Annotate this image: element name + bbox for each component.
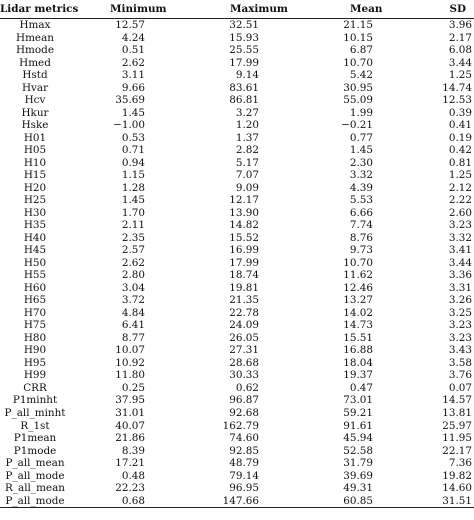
- mean-cell: 19.37: [343, 369, 373, 382]
- table-row: [0, 420, 474, 433]
- sd-cell: 3.44: [448, 256, 472, 269]
- mean-cell: 59.21: [343, 406, 373, 419]
- sd-cell: 3.23: [448, 331, 472, 344]
- mean-cell: 91.61: [343, 419, 373, 432]
- sd-cell: 3.58: [448, 356, 472, 369]
- sd-cell: 3.41: [448, 244, 472, 257]
- maximum-cell: 0.62: [235, 381, 259, 394]
- mean-cell: 6.66: [349, 206, 373, 219]
- table-row: [0, 19, 474, 32]
- mean-cell: 10.15: [343, 31, 373, 44]
- maximum-cell: 27.31: [229, 344, 259, 357]
- mean-cell: 39.69: [343, 469, 373, 482]
- sd-cell: 25.97: [442, 419, 472, 432]
- sd-cell: 0.19: [448, 131, 472, 144]
- table-row: [0, 369, 474, 382]
- metric-cell: H25: [23, 194, 47, 207]
- minimum-cell: 2.35: [121, 231, 145, 244]
- table-row: [0, 107, 474, 120]
- sd-cell: 0.42: [448, 144, 472, 157]
- sd-cell: 3.31: [448, 281, 472, 294]
- table-row: [0, 407, 474, 420]
- table-row: [0, 470, 474, 483]
- table-row: [0, 482, 474, 495]
- maximum-cell: 32.51: [229, 19, 259, 31]
- mean-cell: 0.77: [349, 131, 373, 144]
- metric-cell: P_all_mean: [5, 457, 65, 470]
- table-row: [0, 207, 474, 220]
- metric-cell: P_all_mode: [0, 495, 84, 508]
- metric-cell: Hcv: [24, 94, 46, 107]
- table-row: [0, 169, 474, 182]
- mean-cell: 49.31: [343, 482, 373, 495]
- mean-cell: 8.76: [349, 231, 373, 244]
- metric-cell: CRR: [23, 381, 47, 394]
- table-row: [0, 432, 474, 445]
- sd-cell: 3.96: [448, 19, 472, 31]
- sd-cell: 12.53: [442, 94, 472, 107]
- mean-cell: 6.87: [349, 44, 373, 57]
- maximum-cell: 2.82: [235, 144, 259, 157]
- maximum-cell: 17.99: [229, 256, 259, 269]
- sd-cell: 0.41: [448, 119, 472, 132]
- mean-cell: 1.99: [349, 106, 373, 119]
- table-row: [0, 269, 474, 282]
- maximum-cell: 14.82: [229, 219, 259, 232]
- table-row: [0, 307, 474, 320]
- minimum-cell: 12.57: [115, 19, 145, 31]
- maximum-cell: 18.74: [229, 269, 259, 282]
- minimum-cell: 3.72: [121, 294, 145, 307]
- sd-cell: 13.81: [442, 406, 472, 419]
- mean-cell: 2.30: [349, 156, 373, 169]
- metric-cell: H40: [23, 231, 47, 244]
- metric-cell: H35: [23, 219, 47, 232]
- mean-cell: 10.70: [343, 56, 373, 69]
- sd-cell: 3.23: [448, 319, 472, 332]
- maximum-cell: 26.05: [229, 331, 259, 344]
- mean-cell: 60.85: [303, 495, 406, 508]
- minimum-cell: 6.41: [121, 319, 145, 332]
- metric-cell: H55: [23, 269, 47, 282]
- mean-cell: 31.79: [343, 457, 373, 470]
- metric-cell: H70: [23, 306, 47, 319]
- metric-cell: H10: [23, 156, 47, 169]
- sd-cell: 0.07: [448, 381, 472, 394]
- minimum-cell: −1.00: [113, 119, 145, 132]
- sd-cell: 3.76: [448, 369, 472, 382]
- metric-cell: P1minht: [12, 394, 58, 407]
- sd-cell: 3.25: [448, 306, 472, 319]
- mean-cell: 11.62: [343, 269, 373, 282]
- minimum-cell: 1.70: [121, 206, 145, 219]
- metric-cell: R_all_mean: [5, 482, 65, 495]
- metric-cell: P1mode: [13, 444, 57, 457]
- maximum-cell: 86.81: [229, 94, 259, 107]
- minimum-cell: 4.84: [121, 306, 145, 319]
- maximum-cell: 79.14: [229, 469, 259, 482]
- metric-cell: Hvar: [21, 81, 49, 94]
- minimum-cell: 11.80: [115, 369, 145, 382]
- minimum-cell: 0.68: [84, 495, 180, 508]
- sd-cell: 14.60: [442, 482, 472, 495]
- minimum-cell: 8.39: [121, 444, 145, 457]
- minimum-cell: 1.45: [121, 194, 145, 207]
- sd-cell: 14.57: [442, 394, 472, 407]
- minimum-cell: 2.62: [121, 256, 145, 269]
- minimum-cell: 0.71: [121, 144, 145, 157]
- table-row: [0, 132, 474, 145]
- sd-cell: 31.51: [406, 495, 474, 508]
- minimum-cell: 2.62: [121, 56, 145, 69]
- mean-cell: 3.32: [349, 169, 373, 182]
- minimum-cell: 1.45: [121, 106, 145, 119]
- mean-cell: 18.04: [343, 356, 373, 369]
- maximum-cell: 22.78: [229, 306, 259, 319]
- table-row: [0, 294, 474, 307]
- mean-cell: 10.70: [343, 256, 373, 269]
- maximum-cell: 1.20: [235, 119, 259, 132]
- table-row: [0, 382, 474, 395]
- minimum-cell: 35.69: [115, 94, 145, 107]
- table-body: [0, 19, 474, 508]
- maximum-cell: 96.95: [229, 482, 259, 495]
- metric-cell: R_1st: [20, 419, 50, 432]
- minimum-cell: 4.24: [121, 31, 145, 44]
- minimum-cell: 0.51: [121, 44, 145, 57]
- metric-cell: Hske: [21, 119, 49, 132]
- table-row: [0, 319, 474, 332]
- mean-cell: 5.42: [349, 69, 373, 82]
- minimum-cell: 2.57: [121, 244, 145, 257]
- sd-cell: 3.32: [448, 231, 472, 244]
- maximum-cell: 5.17: [235, 156, 259, 169]
- maximum-cell: 25.55: [229, 44, 259, 57]
- table-row: [0, 457, 474, 470]
- minimum-cell: 10.92: [115, 356, 145, 369]
- mean-cell: 14.02: [343, 306, 373, 319]
- maximum-cell: 15.52: [229, 231, 259, 244]
- mean-cell: 52.58: [343, 444, 373, 457]
- maximum-cell: 17.99: [229, 56, 259, 69]
- maximum-cell: 30.33: [229, 369, 259, 382]
- sd-cell: 22.17: [442, 444, 472, 457]
- column-header-mean: Mean: [303, 0, 406, 19]
- mean-cell: 14.73: [343, 319, 373, 332]
- maximum-cell: 74.60: [229, 432, 259, 445]
- minimum-cell: 17.21: [115, 457, 145, 470]
- maximum-cell: 16.99: [229, 244, 259, 257]
- metric-cell: H99: [23, 369, 47, 382]
- metric-cell: H15: [23, 169, 47, 182]
- maximum-cell: 9.14: [235, 69, 259, 82]
- metric-cell: H50: [23, 256, 47, 269]
- metric-cell: P_all_minht: [4, 406, 66, 419]
- sd-cell: 3.44: [448, 56, 472, 69]
- minimum-cell: 0.25: [121, 381, 145, 394]
- sd-cell: 7.36: [448, 457, 472, 470]
- metric-cell: H75: [23, 319, 47, 332]
- table-row: [0, 357, 474, 370]
- maximum-cell: 96.87: [229, 394, 259, 407]
- minimum-cell: 3.04: [121, 281, 145, 294]
- mean-cell: 73.01: [343, 394, 373, 407]
- sd-cell: 2.17: [448, 31, 472, 44]
- minimum-cell: 0.94: [121, 156, 145, 169]
- minimum-cell: 40.07: [115, 419, 145, 432]
- metric-cell: Hkur: [21, 106, 49, 119]
- maximum-cell: 92.68: [229, 406, 259, 419]
- minimum-cell: 9.66: [121, 81, 145, 94]
- maximum-cell: 147.66: [180, 495, 303, 508]
- maximum-cell: 15.93: [229, 31, 259, 44]
- mean-cell: 16.88: [343, 344, 373, 357]
- minimum-cell: 31.01: [115, 406, 145, 419]
- sd-cell: 3.43: [448, 344, 472, 357]
- minimum-cell: 2.11: [121, 219, 145, 232]
- sd-cell: 1.25: [448, 69, 472, 82]
- minimum-cell: 22.23: [115, 482, 145, 495]
- table-row: [0, 332, 474, 345]
- minimum-cell: 0.48: [121, 469, 145, 482]
- metric-cell: H80: [23, 331, 47, 344]
- table-row: [0, 57, 474, 70]
- metric-cell: H01: [23, 131, 47, 144]
- maximum-cell: 83.61: [229, 81, 259, 94]
- table-row: [0, 119, 474, 132]
- table-row: [0, 144, 474, 157]
- column-header-minimum: Minimum: [84, 0, 180, 19]
- maximum-cell: 1.37: [235, 131, 259, 144]
- mean-cell: 55.09: [343, 94, 373, 107]
- mean-cell: 5.53: [349, 194, 373, 207]
- column-header-maximum: Maximum: [180, 0, 303, 19]
- metric-cell: Hmax: [19, 19, 51, 31]
- table-row: [0, 394, 474, 407]
- maximum-cell: 19.81: [229, 281, 259, 294]
- minimum-cell: 2.80: [121, 269, 145, 282]
- table-row: [0, 69, 474, 82]
- mean-cell: 45.94: [343, 432, 373, 445]
- minimum-cell: 37.95: [115, 394, 145, 407]
- minimum-cell: 1.28: [121, 181, 145, 194]
- column-header-lidar-metrics: Lidar metrics: [0, 0, 84, 19]
- maximum-cell: 48.79: [229, 457, 259, 470]
- metric-cell: Hmed: [19, 56, 51, 69]
- metric-cell: H45: [23, 244, 47, 257]
- metric-cell: H60: [23, 281, 47, 294]
- maximum-cell: 162.79: [222, 419, 259, 432]
- metric-cell: H65: [23, 294, 47, 307]
- sd-cell: 2.12: [448, 181, 472, 194]
- sd-cell: 14.74: [442, 81, 472, 94]
- metric-cell: H05: [23, 144, 47, 157]
- sd-cell: 3.26: [448, 294, 472, 307]
- maximum-cell: 92.85: [229, 444, 259, 457]
- mean-cell: 21.15: [343, 19, 373, 31]
- mean-cell: 9.73: [349, 244, 373, 257]
- sd-cell: 11.95: [442, 432, 472, 445]
- maximum-cell: 13.90: [229, 206, 259, 219]
- metric-cell: P_all_mode: [5, 469, 65, 482]
- table-row: [0, 157, 474, 170]
- table-row: [0, 344, 474, 357]
- mean-cell: −0.21: [341, 119, 373, 132]
- mean-cell: 0.47: [349, 381, 373, 394]
- maximum-cell: 9.09: [235, 181, 259, 194]
- minimum-cell: 3.11: [121, 69, 145, 82]
- maximum-cell: 21.35: [229, 294, 259, 307]
- sd-cell: 2.22: [448, 194, 472, 207]
- metric-cell: Hmean: [16, 31, 54, 44]
- maximum-cell: 12.17: [229, 194, 259, 207]
- table-row: [0, 282, 474, 295]
- metric-cell: H95: [23, 356, 47, 369]
- sd-cell: 2.60: [448, 206, 472, 219]
- table-row: [0, 44, 474, 57]
- column-header-sd: SD: [406, 0, 474, 19]
- minimum-cell: 0.53: [121, 131, 145, 144]
- table-row: [0, 182, 474, 195]
- table-row: [0, 244, 474, 257]
- header-row: [0, 0, 474, 19]
- metric-cell: H20: [23, 181, 47, 194]
- table-header: [0, 0, 474, 19]
- metric-cell: H90: [23, 344, 47, 357]
- minimum-cell: 21.86: [115, 432, 145, 445]
- mean-cell: 13.27: [343, 294, 373, 307]
- maximum-cell: 3.27: [235, 106, 259, 119]
- metric-cell: H30: [23, 206, 47, 219]
- sd-cell: 3.36: [448, 269, 472, 282]
- maximum-cell: 7.07: [235, 169, 259, 182]
- mean-cell: 7.74: [349, 219, 373, 232]
- mean-cell: 15.51: [343, 331, 373, 344]
- minimum-cell: 1.15: [121, 169, 145, 182]
- table-row: [0, 32, 474, 45]
- sd-cell: 0.39: [448, 106, 472, 119]
- maximum-cell: 28.68: [229, 356, 259, 369]
- sd-cell: 6.08: [448, 44, 472, 57]
- table-row: [0, 194, 474, 207]
- maximum-cell: 24.09: [229, 319, 259, 332]
- metric-cell: Hmode: [16, 44, 54, 57]
- table-row: [0, 445, 474, 458]
- table-row: [0, 257, 474, 270]
- sd-cell: 0.81: [448, 156, 472, 169]
- mean-cell: 30.95: [343, 81, 373, 94]
- table-row: [0, 219, 474, 232]
- table-row: [0, 82, 474, 95]
- table-row: [0, 232, 474, 245]
- table-row: [0, 94, 474, 107]
- mean-cell: 4.39: [349, 181, 373, 194]
- mean-cell: 1.45: [349, 144, 373, 157]
- mean-cell: 12.46: [343, 281, 373, 294]
- sd-cell: 3.23: [448, 219, 472, 232]
- metric-cell: Hstd: [22, 69, 48, 82]
- sd-cell: 19.82: [442, 469, 472, 482]
- minimum-cell: 8.77: [121, 331, 145, 344]
- metric-cell: P1mean: [13, 432, 57, 445]
- sd-cell: 1.25: [448, 169, 472, 182]
- minimum-cell: 10.07: [115, 344, 145, 357]
- table-row: [0, 495, 474, 508]
